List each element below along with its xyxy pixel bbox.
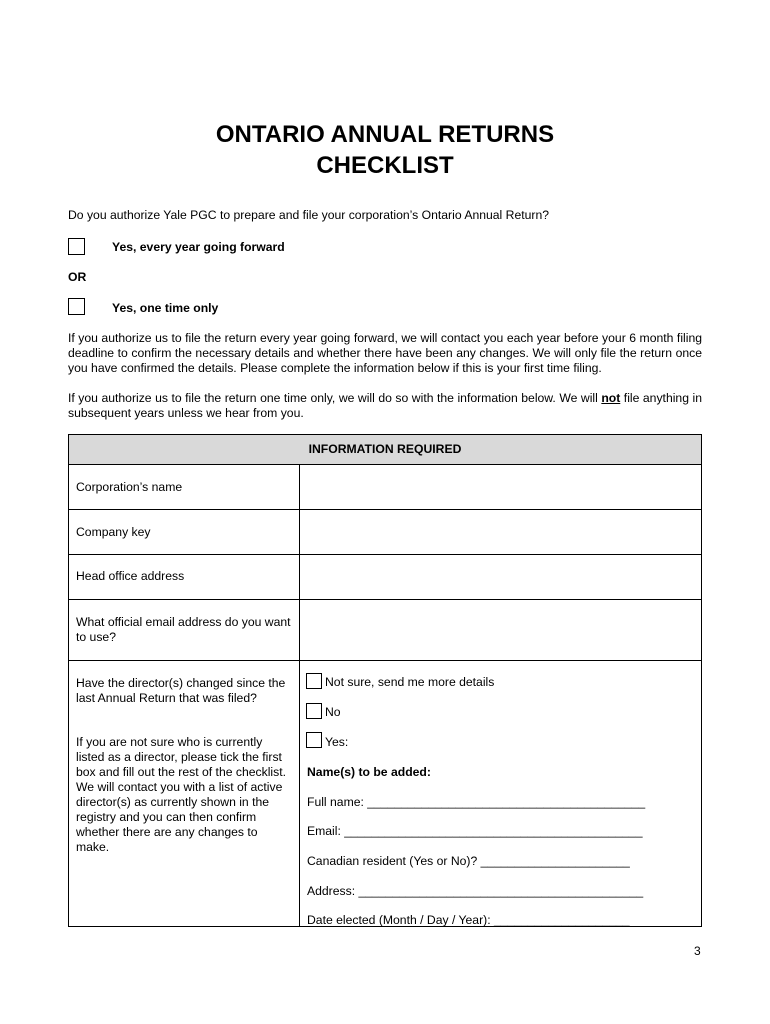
yes-label: Yes: (325, 735, 349, 749)
email-field[interactable]: Email: ____________________________________________ (307, 824, 643, 838)
official-email-label: What official email address do you want to use? (76, 615, 291, 644)
page-title: ONTARIO ANNUAL RETURNS (215, 121, 555, 148)
directors-changed-question: Have the director(s) changed since the last Annual Return that was filed? (76, 676, 286, 705)
head-office-address-label: Head office address (76, 569, 185, 583)
table-header: INFORMATION REQUIRED (69, 435, 701, 465)
directors-note: If you are not sure who is currently listed as a director, please tick the first box and fill out the rest of the checklist. We will contact you with a list of active director(s) as currently shown in the registry and you can then confirm whether there are any changes to make. (76, 735, 287, 854)
address-field[interactable]: Address: __________________________________________ (307, 884, 644, 898)
corporation-name-label: Corporation’s name (76, 480, 183, 494)
paragraph-one-time-end: file anything in subsequent years unless we hear from you. (68, 391, 702, 420)
paragraph-one-time-start: If you authorize us to file the return one time only, we will do so with the information below. We will (68, 391, 602, 405)
page-number: 3 (694, 944, 701, 958)
not-sure-checkbox[interactable] (306, 673, 322, 689)
no-label: No (325, 705, 341, 719)
not-sure-label: Not sure, send me more details (325, 675, 495, 689)
information-table (68, 434, 702, 927)
or-label: OR (68, 270, 87, 284)
company-key-label: Company key (76, 525, 151, 539)
every-year-label: Yes, every year going forward (112, 240, 285, 254)
authorization-question: Do you authorize Yale PGC to prepare and file your corporation’s Ontario Annual Return? (68, 208, 550, 222)
page-subtitle: CHECKLIST (316, 152, 454, 179)
paragraph-one-time-emphasis: not (601, 391, 621, 405)
every-year-checkbox[interactable] (68, 238, 85, 255)
corporation-name-field[interactable] (300, 464, 701, 509)
official-email-field[interactable] (300, 600, 701, 660)
paragraph-one-time (68, 391, 702, 421)
company-key-field[interactable] (300, 510, 701, 554)
canadian-resident-field[interactable]: Canadian resident (Yes or No)? ______________________ (307, 854, 630, 868)
names-to-be-added-heading: Name(s) to be added: (307, 765, 431, 779)
head-office-address-field[interactable] (300, 555, 701, 599)
yes-checkbox[interactable] (306, 732, 322, 748)
date-elected-field[interactable]: Date elected (Month / Day / Year): ____________________ (307, 913, 630, 927)
full-name-field[interactable]: Full name: _________________________________________ (307, 795, 646, 809)
row-divider (69, 660, 701, 661)
one-time-label: Yes, one time only (112, 301, 219, 315)
no-checkbox[interactable] (306, 703, 322, 719)
one-time-checkbox[interactable] (68, 298, 85, 315)
paragraph-every-year: If you authorize us to file the return every year going forward, we will contact you each year before your 6 month filing deadline to confirm the necessary details and whether there have been any changes. We will only file the return once you have confirmed the details. Please complete the information below if this is your first time filing. (68, 331, 702, 375)
